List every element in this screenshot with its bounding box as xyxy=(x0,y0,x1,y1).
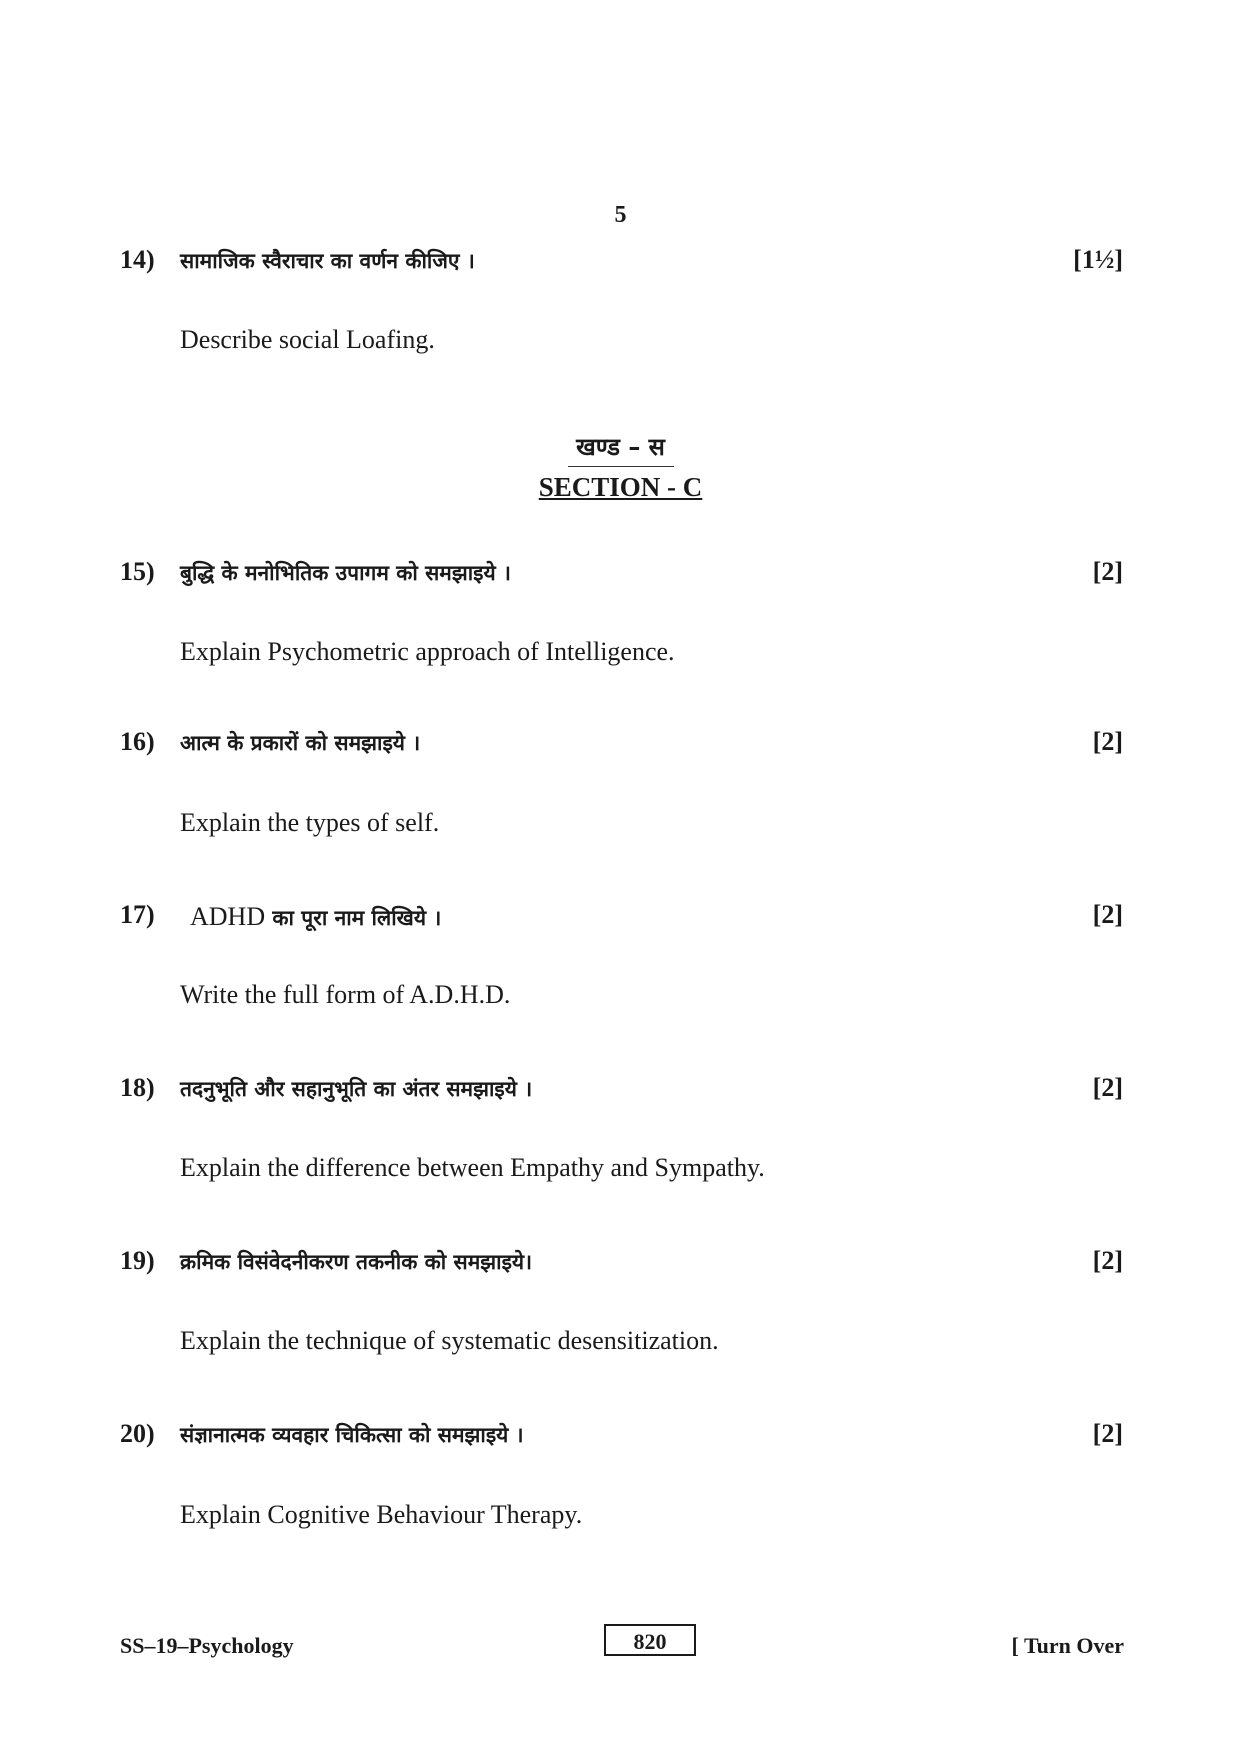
footer-paper-code: SS–19–Psychology xyxy=(120,1633,294,1658)
section-title-rule xyxy=(568,466,674,467)
section-title-english: SECTION - C xyxy=(538,472,703,502)
section-title-hindi: खण्ड – स xyxy=(576,433,665,461)
question-marks: [2] xyxy=(1092,1419,1123,1448)
question-20-hindi-line xyxy=(120,1419,1123,1459)
question-marks: [2] xyxy=(1092,727,1123,756)
page-number: 5 xyxy=(614,202,627,228)
question-16-hindi-line xyxy=(120,727,1123,767)
question-number: 19) xyxy=(120,1246,155,1275)
question-number: 17) xyxy=(120,900,155,929)
question-number: 14) xyxy=(120,245,155,274)
question-text-hindi: संज्ञानात्मक व्यवहार चिकित्सा को समझाइये । xyxy=(180,1423,524,1447)
question-text-hindi: सामाजिक स्वैराचार का वर्णन कीजिए । xyxy=(180,249,475,273)
question-17-hindi-line xyxy=(120,900,1123,940)
question-number: 15) xyxy=(120,557,155,586)
footer-page-code: 820 xyxy=(604,1624,696,1656)
question-text-hindi: आत्म के प्रकारों को समझाइये । xyxy=(180,731,421,755)
question-20-english: Explain Cognitive Behaviour Therapy. xyxy=(180,1500,583,1529)
footer-turn-over: [ Turn Over xyxy=(1011,1633,1124,1658)
question-number: 20) xyxy=(120,1419,155,1448)
question-18-english: Explain the difference between Empathy and Sympathy. xyxy=(180,1153,765,1182)
question-marks: [2] xyxy=(1092,557,1123,586)
question-text-hindi: बुद्धि के मनोभितिक उपागम को समझाइये । xyxy=(180,561,511,585)
question-number: 18) xyxy=(120,1073,155,1102)
question-text-hindi: तदनुभूति और सहानुभूति का अंतर समझाइये । xyxy=(180,1077,533,1101)
question-14-hindi-line xyxy=(120,245,1123,285)
question-marks: [2] xyxy=(1092,1073,1123,1102)
question-text-hindi: क्रमिक विसंवेदनीकरण तकनीक को समझाइये। xyxy=(180,1250,533,1274)
question-marks: [2] xyxy=(1092,1246,1123,1275)
question-19-english: Explain the technique of systematic desensitization. xyxy=(180,1326,719,1355)
question-text-hindi-rest: का पूरा नाम लिखिये । xyxy=(272,906,442,930)
question-text-hindi xyxy=(190,902,441,932)
question-text-latin: ADHD xyxy=(190,902,266,931)
question-18-hindi-line xyxy=(120,1073,1123,1113)
question-17-english: Write the full form of A.D.H.D. xyxy=(180,980,511,1009)
question-15-english: Explain Psychometric approach of Intelligence. xyxy=(180,637,675,666)
question-marks: [2] xyxy=(1092,900,1123,929)
question-number: 16) xyxy=(120,727,155,756)
question-19-hindi-line xyxy=(120,1246,1123,1286)
question-marks: [1½] xyxy=(1073,245,1123,274)
question-15-hindi-line xyxy=(120,557,1123,597)
question-14-english: Describe social Loafing. xyxy=(180,325,435,354)
question-16-english: Explain the types of self. xyxy=(180,808,440,837)
